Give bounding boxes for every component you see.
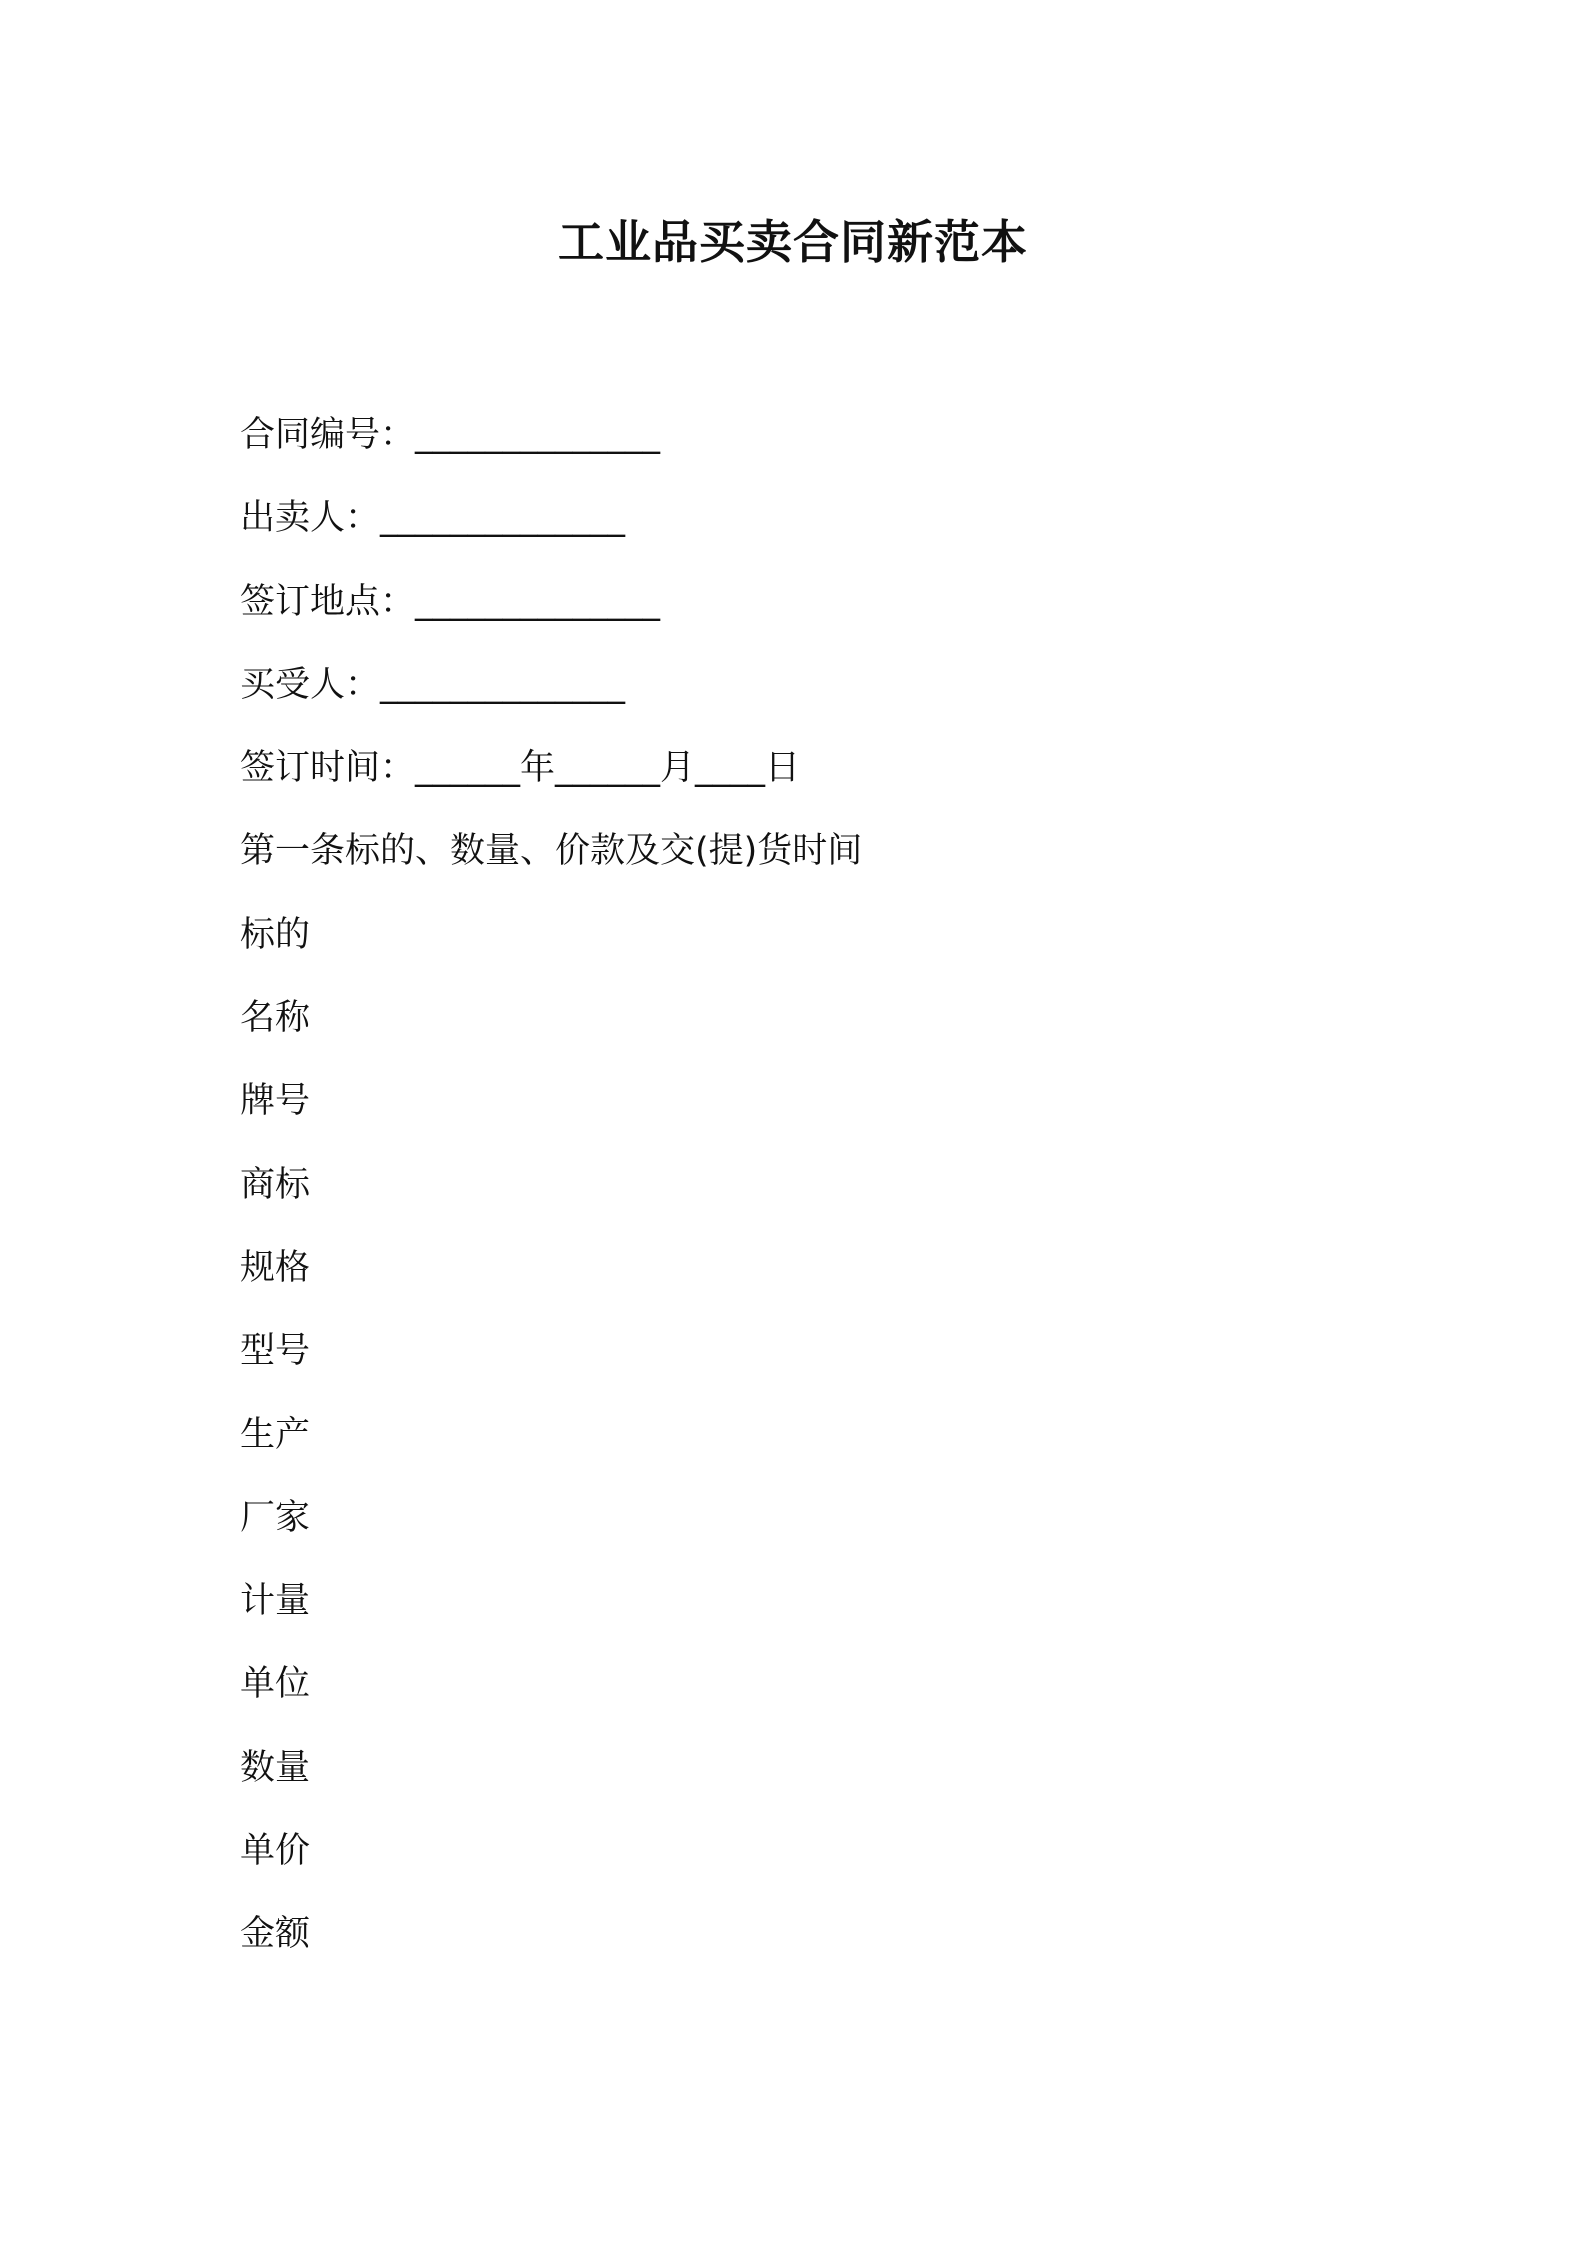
- field-quantity: 数量: [240, 1747, 311, 1788]
- signing-place-line: 签订地点：______________: [240, 581, 661, 622]
- field-unit-price: 单价: [240, 1831, 311, 1872]
- article-one-heading: 第一条标的、数量、价款及交(提)货时间: [240, 831, 863, 872]
- field-model: 型号: [240, 1331, 311, 1372]
- field-measurement: 计量: [240, 1581, 311, 1622]
- field-subject: 标的: [240, 914, 311, 955]
- field-unit: 单位: [240, 1664, 311, 1705]
- seller-line: 出卖人：______________: [240, 498, 626, 539]
- field-grade: 牌号: [240, 1081, 311, 1122]
- document-body: [240, 405, 1390, 1988]
- buyer-line: 买受人：______________: [240, 664, 626, 705]
- field-trademark: 商标: [240, 1164, 311, 1205]
- field-name: 名称: [240, 998, 311, 1039]
- field-specification: 规格: [240, 1247, 311, 1288]
- contract-number-line: 合同编号：______________: [240, 415, 661, 455]
- signing-date-line: 签订时间：______年______月____日: [240, 748, 801, 789]
- field-manufacturer: 厂家: [240, 1497, 311, 1538]
- field-amount: 金额: [240, 1914, 311, 1955]
- field-production: 生产: [240, 1414, 311, 1455]
- document-title: 工业品买卖合同新范本: [558, 215, 1028, 269]
